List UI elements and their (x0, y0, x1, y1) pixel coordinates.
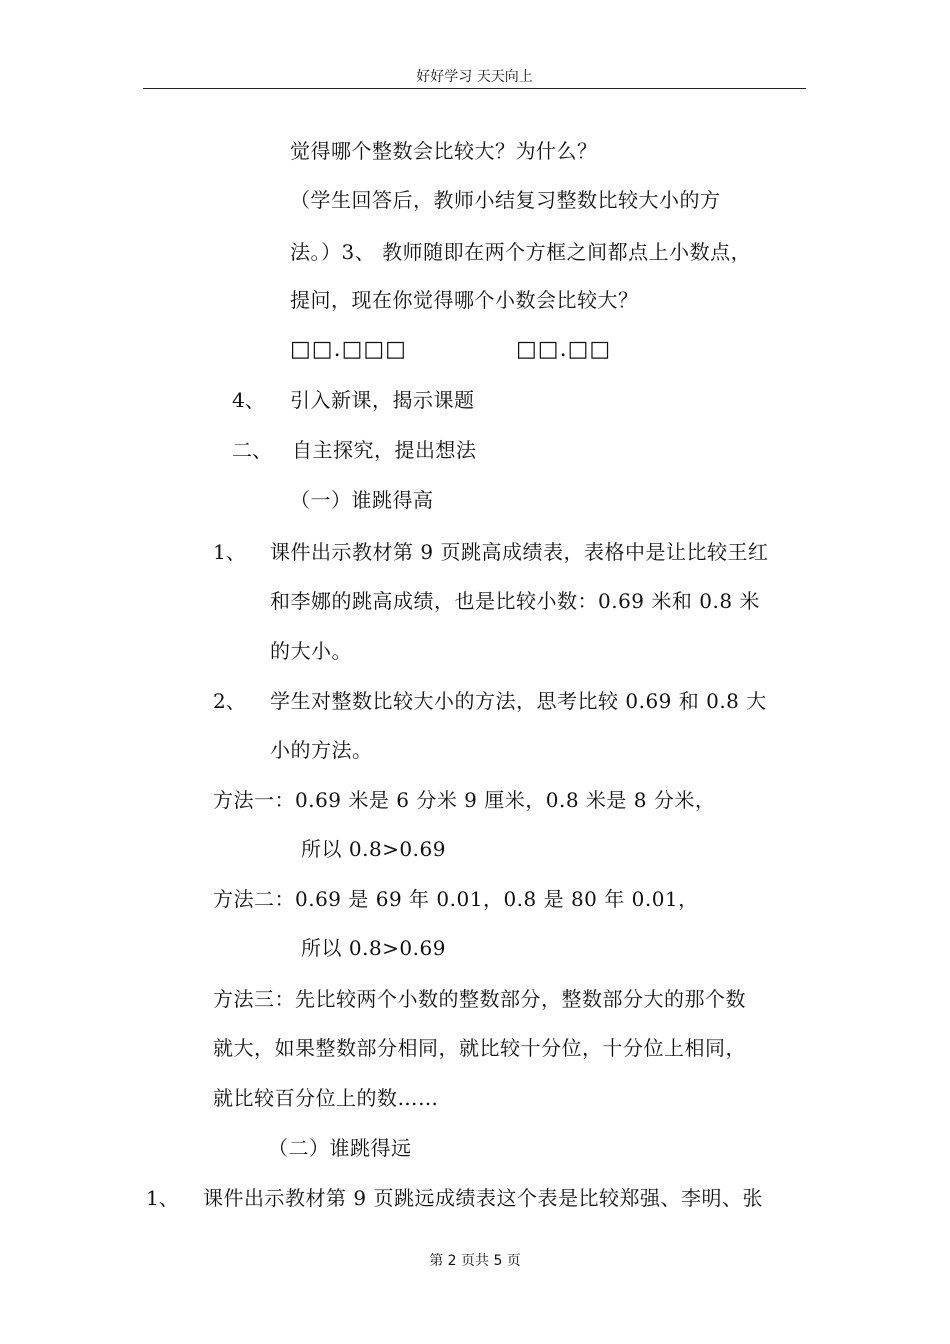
method-three-line-2: 就大，如果整数部分相同，就比较十分位，十分位上相同， (213, 1036, 746, 1060)
box-placeholder-right: □□.□□ (516, 337, 612, 362)
text-line-2: （学生回答后，教师小结复习整数比较大小的方 (290, 188, 721, 212)
text-line-4: 提问，现在你觉得哪个小数会比较大？ (290, 288, 639, 312)
list-number-2a: 2、 (213, 689, 246, 713)
subsection-heading-2: （二）谁跳得远 (268, 1136, 412, 1160)
list-number-1a: 1、 (213, 540, 246, 564)
text-line-10: 的大小。 (270, 639, 352, 663)
list-number-4: 4、 (232, 388, 265, 412)
list-number-1b: 1、 (146, 1186, 179, 1210)
text-line-12: 小的方法。 (270, 738, 373, 762)
header-divider (143, 88, 806, 89)
text-line-11: 学生对整数比较大小的方法，思考比较 0.69 和 0.8 大 (270, 689, 767, 713)
method-two: 方法二：0.69 是 69 年 0.01，0.8 是 80 年 0.01， (213, 887, 699, 911)
section-number-2: 二、 (232, 438, 272, 462)
method-two-conclusion: 所以 0.8>0.69 (301, 936, 446, 960)
method-one-conclusion: 所以 0.8>0.69 (301, 837, 446, 861)
method-one: 方法一：0.69 米是 6 分米 9 厘米，0.8 米是 8 分米， (213, 788, 716, 812)
page-footer: 第 2 页共 5 页 (429, 1253, 521, 1269)
text-line-9: 和李娜的跳高成绩，也是比较小数：0.69 米和 0.8 米 (270, 589, 760, 613)
text-line-21: 课件出示教材第 9 页跳远成绩表这个表是比较郑强、李明、张 (203, 1186, 763, 1210)
method-three-line-3: 就比较百分位上的数…… (213, 1086, 439, 1110)
text-line-3: 法。）3、 教师随即在两个方框之间都点上小数点， (290, 240, 752, 264)
subsection-heading-1: （一）谁跳得高 (290, 488, 434, 512)
box-placeholder-left: □□.□□□ (290, 337, 407, 362)
text-line-5: 引入新课，揭示课题 (290, 388, 475, 412)
section-heading-2: 自主探究，提出想法 (292, 438, 477, 462)
method-three-line-1: 方法三：先比较两个小数的整数部分，整数部分大的那个数 (213, 987, 746, 1011)
text-line-8: 课件出示教材第 9 页跳高成绩表，表格中是让比较王红 (270, 540, 769, 564)
text-line-1: 觉得哪个整数会比较大？为什么？ (290, 139, 598, 163)
page-header: 好好学习 天天向上 (416, 69, 533, 85)
